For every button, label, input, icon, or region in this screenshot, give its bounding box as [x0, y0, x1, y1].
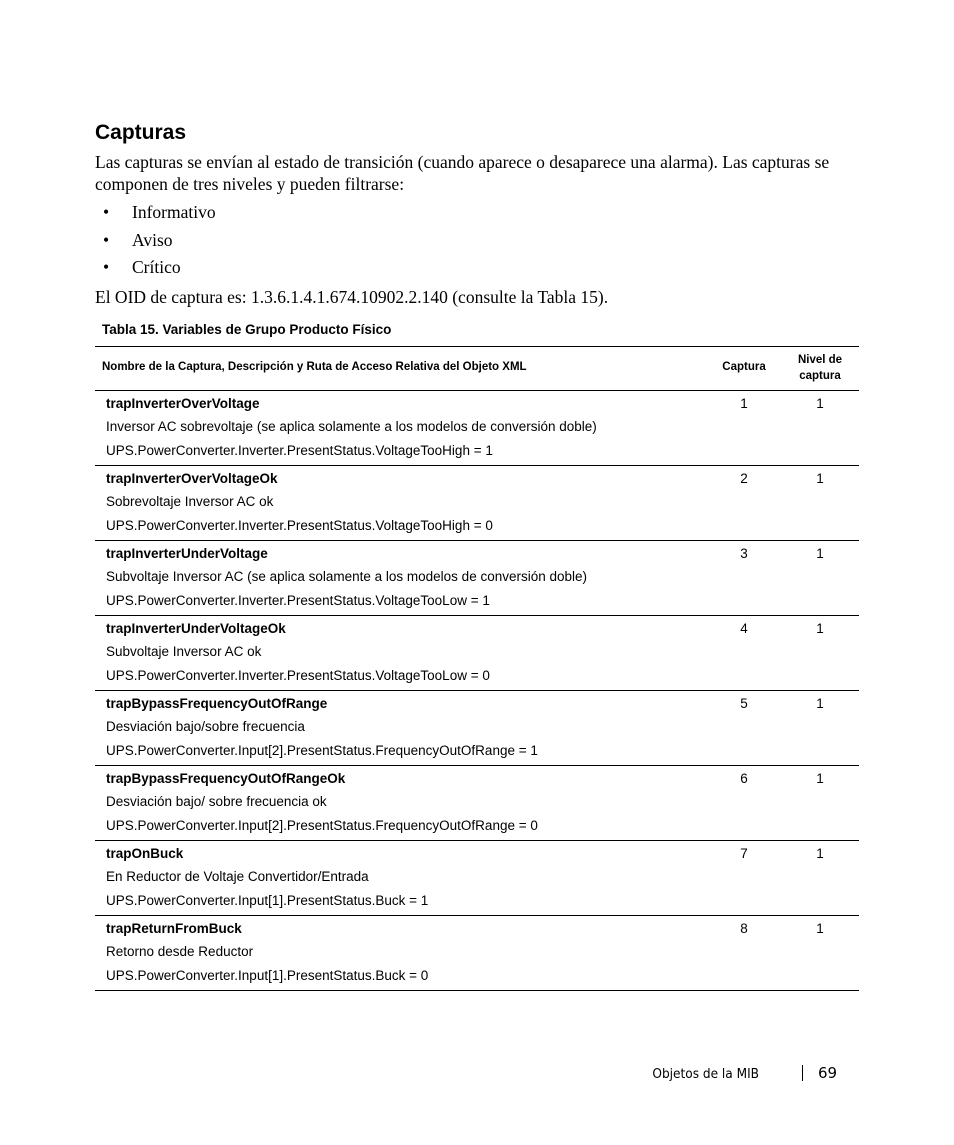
section-title: Capturas	[95, 121, 187, 144]
trap-name: trapInverterOverVoltage	[106, 396, 260, 411]
trap-description: Inversor AC sobrevoltaje (se aplica solamente a los modelos de conversión doble)	[106, 419, 597, 434]
trap-description: Retorno desde Reductor	[106, 944, 254, 959]
table-row	[95, 691, 859, 766]
trap-level: 1	[816, 921, 824, 936]
trap-description: En Reductor de Voltaje Convertidor/Entrada	[106, 869, 369, 884]
trap-number: 7	[740, 846, 748, 861]
trap-level: 1	[816, 471, 824, 486]
list-item	[103, 228, 216, 256]
page-footer	[600, 1064, 840, 1084]
trap-description: Subvoltaje Inversor AC (se aplica solamente a los modelos de conversión doble)	[106, 569, 588, 584]
oid-paragraph: El OID de captura es: 1.3.6.1.4.1.674.10902.2.140 (consulte la Tabla 15).	[95, 287, 609, 307]
table-header	[95, 346, 859, 391]
list-item-label: Crítico	[132, 257, 181, 277]
table-row	[95, 391, 859, 466]
header-name: Nombre de la Captura, Descripción y Ruta de Acceso Relativa del Objeto XML	[102, 361, 527, 373]
header-trap: Captura	[722, 361, 766, 373]
trap-description: Sobrevoltaje Inversor AC ok	[106, 494, 274, 509]
list-item	[103, 255, 216, 283]
table-row	[95, 841, 859, 916]
trap-level: 1	[816, 771, 824, 786]
table-row	[95, 541, 859, 616]
table-row	[95, 916, 859, 991]
list-item-label: Informativo	[132, 202, 216, 222]
trap-level: 1	[816, 696, 824, 711]
trap-path: UPS.PowerConverter.Inverter.PresentStatus.VoltageTooHigh = 0	[106, 518, 493, 533]
trap-description: Desviación bajo/ sobre frecuencia ok	[106, 794, 327, 809]
trap-number: 2	[740, 471, 748, 486]
table-row	[95, 466, 859, 541]
trap-path: UPS.PowerConverter.Input[2].PresentStatus.FrequencyOutOfRange = 0	[106, 818, 538, 833]
trap-number: 5	[740, 696, 748, 711]
footer-section-name: Objetos de la MIB	[652, 1066, 759, 1082]
trap-level: 1	[816, 396, 824, 411]
trap-name: trapBypassFrequencyOutOfRangeOk	[106, 771, 346, 786]
trap-path: UPS.PowerConverter.Inverter.PresentStatus.VoltageTooHigh = 1	[106, 443, 493, 458]
footer-divider	[802, 1065, 803, 1081]
header-level-line1: Nivel de	[797, 354, 843, 366]
trap-name: trapReturnFromBuck	[106, 921, 242, 936]
intro-paragraph: Las capturas se envían al estado de transición (cuando aparece o desaparece una alarma). Las capturas se componen de tres niveles y pueden filtrarse:	[95, 152, 830, 194]
header-level	[781, 352, 859, 384]
trap-number: 4	[740, 621, 748, 636]
trap-path: UPS.PowerConverter.Input[2].PresentStatus.FrequencyOutOfRange = 1	[106, 743, 538, 758]
traps-table	[95, 346, 859, 991]
bullet-icon: •	[103, 202, 110, 222]
trap-level: 1	[816, 846, 824, 861]
trap-number: 8	[740, 921, 748, 936]
bullet-icon: •	[103, 257, 110, 277]
table-row	[95, 766, 859, 841]
trap-path: UPS.PowerConverter.Input[1].PresentStatus.Buck = 0	[106, 968, 429, 983]
trap-description: Desviación bajo/sobre frecuencia	[106, 719, 305, 734]
table-row	[95, 616, 859, 691]
trap-number: 1	[740, 396, 748, 411]
trap-number: 6	[740, 771, 748, 786]
trap-name: trapOnBuck	[106, 846, 184, 861]
trap-name: trapInverterUnderVoltage	[106, 546, 268, 561]
table-caption: Tabla 15. Variables de Grupo Producto Físico	[102, 322, 392, 337]
list-item-label: Aviso	[132, 229, 173, 250]
severity-list	[103, 200, 216, 283]
trap-path: UPS.PowerConverter.Inverter.PresentStatus.VoltageTooLow = 1	[106, 593, 490, 608]
trap-name: trapInverterUnderVoltageOk	[106, 621, 286, 636]
trap-name: trapInverterOverVoltageOk	[106, 471, 278, 486]
trap-number: 3	[740, 546, 748, 561]
trap-name: trapBypassFrequencyOutOfRange	[106, 696, 328, 711]
bullet-icon: •	[103, 229, 110, 250]
trap-path: UPS.PowerConverter.Inverter.PresentStatus.VoltageTooLow = 0	[106, 668, 490, 683]
trap-level: 1	[816, 546, 824, 561]
header-level-line2: captura	[799, 370, 841, 382]
page-number: 69	[818, 1064, 838, 1082]
trap-path: UPS.PowerConverter.Input[1].PresentStatus.Buck = 1	[106, 893, 429, 908]
list-item	[103, 200, 216, 228]
trap-level: 1	[816, 621, 824, 636]
trap-description: Subvoltaje Inversor AC ok	[106, 644, 262, 659]
